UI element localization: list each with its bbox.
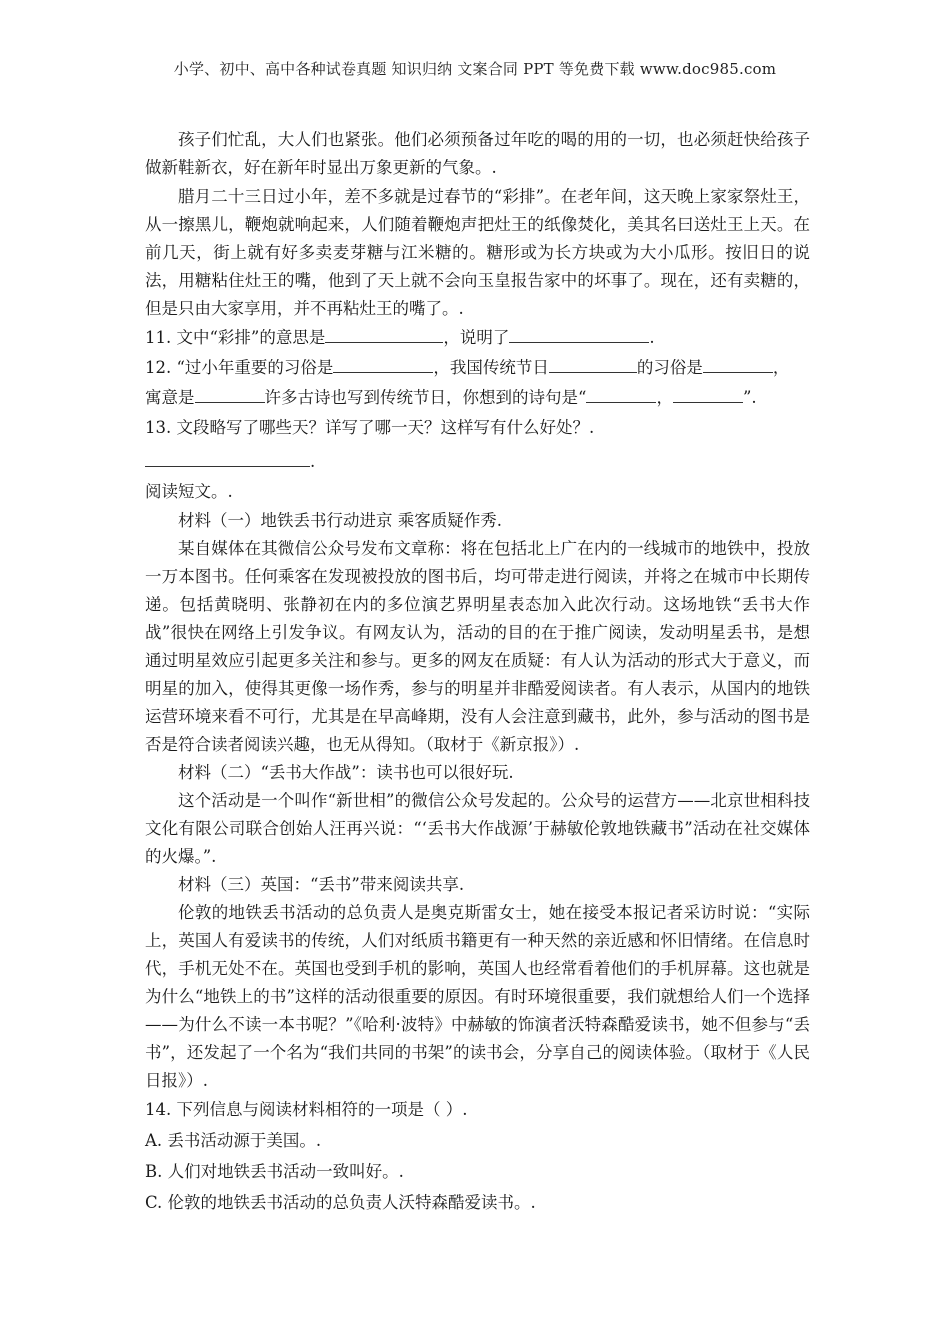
answer-line: [145, 447, 810, 477]
material-title: 材料（三）英国：“丢书”带来阅读共享.: [178, 875, 465, 894]
material-body: 某自媒体在其微信公众号发布文章称：将在包括北上广在内的一线城市的地铁中，投放一万本图书。任何乘客在发现被投放的图书后，均可带走进行阅读，并将之在城市中长期传递。包括黄晓明、张静初在内的多位演艺界明星表态加入此次行动。这场地铁“丢书大作战”很快在网络上引发争议。有网友认为，活动的目的在于推广阅读，发动明星丢书，是想通过明星效应引起更多关注和参与。更多的网友在质疑：有人认为活动的形式大于意义，而明星的加入，使得其更像一场作秀，参与的明星并非酷爱阅读者。有人表示，从国内的地铁运营环境来看不可行，尤其是在早高峰期，没有人会注意到藏书，此外，参与活动的图书是否是符合读者阅读兴趣，也无从得知。（取材于《新京报》）.: [145, 539, 810, 754]
page-header: 小学、初中、高中各种试卷真题 知识归纳 文案合同 PPT 等免费下载 www.doc985.com: [173, 60, 777, 78]
question-text: ，: [656, 388, 673, 407]
answer-blank[interactable]: [325, 324, 443, 343]
question-text: 许多古诗也写到传统节日，你想到的诗句是“: [264, 388, 587, 407]
option-b[interactable]: B. 人们对地铁丢书活动一致叫好。.: [145, 1162, 404, 1181]
answer-blank[interactable]: [333, 354, 433, 373]
question-text: 的习俗是: [636, 358, 703, 377]
answer-blank[interactable]: [549, 354, 637, 373]
material-body: 这个活动是一个叫作“新世相”的微信公众号发起的。公众号的运营方——北京世相科技文化有限公司联合创始人汪再兴说：“‘丢书大作战源’于赫敏伦敦地铁藏书”活动在社交媒体的火爆。”.: [145, 791, 810, 866]
question-13: 13. 文段略写了哪些天？详写了哪一天？这样写有什么好处？.: [145, 418, 595, 437]
option-c[interactable]: C. 伦敦的地铁丢书活动的总负责人沃特森酷爱读书。.: [145, 1193, 536, 1212]
question-text: 寓意是: [145, 388, 195, 407]
answer-blank[interactable]: [195, 384, 265, 403]
reading-intro: 阅读短文。.: [145, 482, 233, 501]
material-title: 材料（二）“丢书大作战”：读书也可以很好玩.: [178, 763, 514, 782]
question-text: ，: [772, 358, 790, 377]
material-title: 材料（一）地铁丢书行动进京 乘客质疑作秀.: [178, 511, 502, 530]
answer-blank[interactable]: [703, 354, 773, 373]
material-body: 伦敦的地铁丢书活动的总负责人是奥克斯雷女士，她在接受本报记者采访时说：“实际上，英国人有爱读书的传统，人们对纸质书籍更有一种天然的亲近感和怀旧情绪。在信息时代，手机无处不在。英国也受到手机的影响，英国人也经常看着他们的手机屏幕。这也就是为什么“地铁上的书”这样的活动很重要的原因。有时环境很重要，我们就想给人们一个选择——为什么不读一本书呢？”《哈利·波特》中赫敏的饰演者沃特森酷爱读书，她不但参与“丢书”，还发起了一个名为“我们共同的书架”的读书会，分享自己的阅读体验。（取材于《人民日报》）.: [145, 903, 810, 1090]
question-text: ，说明了: [443, 328, 510, 347]
passage-paragraph: 孩子们忙乱，大人们也紧张。他们必须预备过年吃的喝的用的一切，也必须赶快给孩子做新鞋新衣，好在新年时显出万象更新的气象。.: [145, 130, 810, 177]
question-text: 12. “过小年重要的习俗是: [145, 358, 334, 377]
question-text: .: [649, 328, 655, 347]
question-11: [145, 323, 810, 353]
answer-blank[interactable]: [586, 384, 656, 403]
answer-blank[interactable]: [673, 384, 743, 403]
answer-blank[interactable]: [509, 324, 649, 343]
question-text: ，我国传统节日: [433, 358, 549, 377]
answer-blank[interactable]: [145, 448, 310, 467]
option-a[interactable]: A. 丢书活动源于美国。.: [145, 1131, 322, 1150]
question-14-stem: 14. 下列信息与阅读材料相符的一项是（ ）.: [145, 1100, 468, 1119]
question-text: ”.: [742, 388, 757, 407]
question-text: 11. 文中“彩排”的意思是: [145, 328, 326, 347]
document-body: [145, 126, 810, 1218]
question-text: .: [310, 452, 316, 471]
question-12: [145, 353, 810, 413]
passage-paragraph: 腊月二十三日过小年，差不多就是过春节的“彩排”。在老年间，这天晚上家家祭灶王，从一擦黑儿，鞭炮就响起来，人们随着鞭炮声把灶王的纸像焚化，美其名曰送灶王上天。在前几天，街上就有好多卖麦芽糖与江米糖的。糖形或为长方块或为大小瓜形。按旧日的说法，用糖粘住灶王的嘴，他到了天上就不会向玉皇报告家中的坏事了。现在，还有卖糖的，但是只由大家享用，并不再粘灶王的嘴了。.: [145, 187, 810, 318]
